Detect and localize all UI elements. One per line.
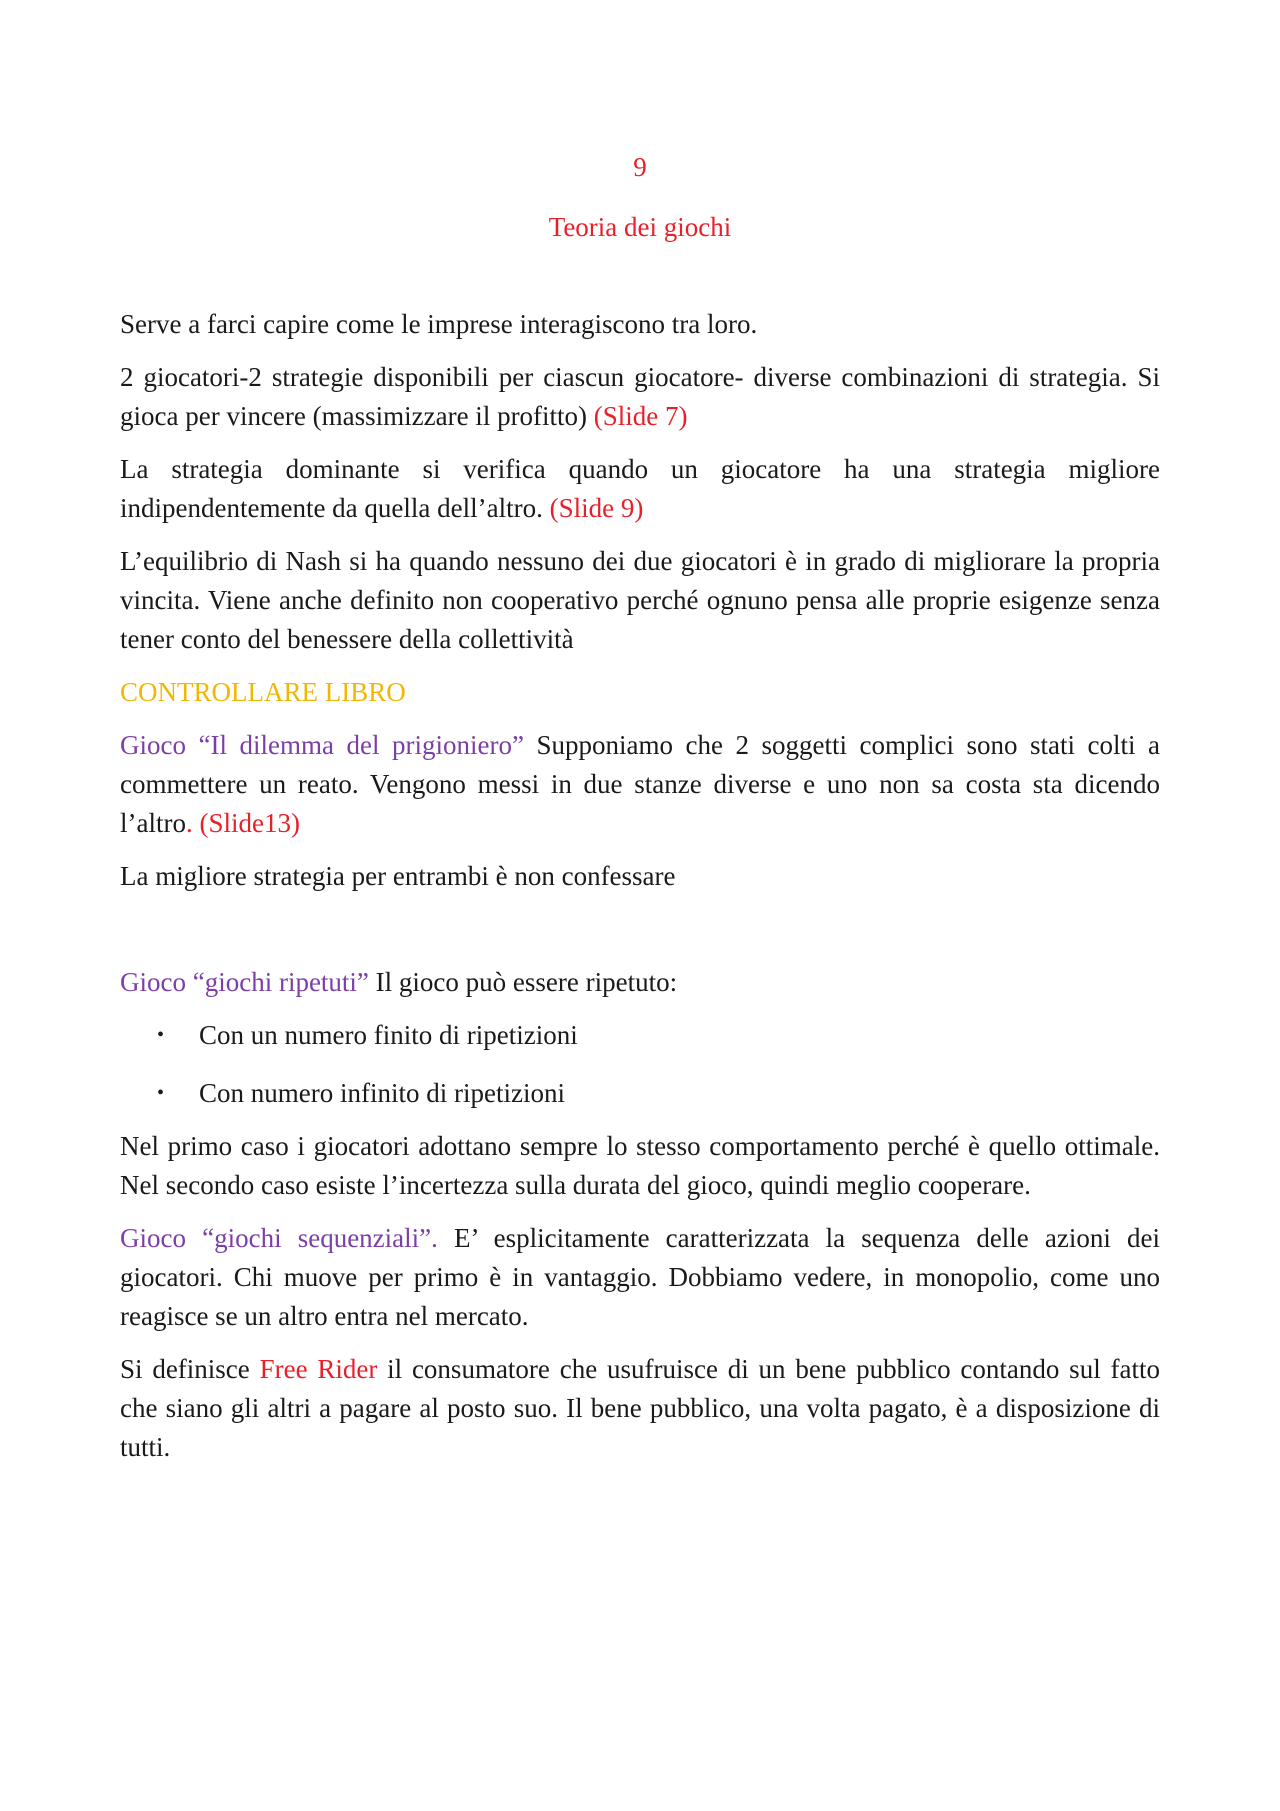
paragraph-sequential-games xyxy=(120,1219,1160,1336)
bullet-icon: • xyxy=(157,1024,165,1046)
paragraph-best-strategy: La migliore strategia per entrambi è non confessare xyxy=(120,861,676,891)
list-item-text: Con un numero finito di ripetizioni xyxy=(199,1020,578,1050)
list-item-text: Con numero infinito di ripetizioni xyxy=(199,1078,565,1108)
chapter-title: Teoria dei giochi xyxy=(548,212,732,242)
free-rider-term: Free Rider xyxy=(259,1354,378,1384)
paragraph-text: il consumatore che usufruisce di un bene pubblico contando sul fatto che siano gli altri a pagare al posto suo. Il bene pubblico, una volta pagato, è a disposizione di tutti. xyxy=(120,1354,1160,1462)
slide-reference: . (Slide13) xyxy=(185,808,300,838)
paragraph-repeated-games xyxy=(120,963,1160,1002)
list-item xyxy=(120,1074,1160,1113)
repetition-list xyxy=(120,1016,1160,1113)
slide-reference: (Slide 7) xyxy=(593,401,688,431)
paragraph-intro: Serve a farci capire come le imprese interagiscono tra loro. xyxy=(120,309,758,339)
bullet-icon: • xyxy=(157,1082,165,1104)
paragraph-nash-equilibrium: L’equilibrio di Nash si ha quando nessuno dei due giocatori è in grado di migliorare la propria vincita. Viene anche definito non cooperativo perché ognuno pensa alle proprie esigenze senza tener conto del benessere della collettività xyxy=(120,546,1160,654)
document-page xyxy=(120,148,1160,1467)
note-check-book: CONTROLLARE LIBRO xyxy=(120,677,406,707)
paragraph-text: Il gioco può essere ripetuto: xyxy=(368,967,678,997)
paragraph-free-rider xyxy=(120,1350,1160,1467)
paragraph-text: 2 giocatori-2 strategie disponibili per ciascun giocatore- diverse combinazioni di strategia. Si gioca per vincere (massimizzare il profitto) xyxy=(120,362,1160,431)
paragraph-text: La strategia dominante si verifica quando un giocatore ha una strategia migliore indipendentemente da quella dell’altro. xyxy=(120,454,1160,523)
slide-reference: (Slide 9) xyxy=(549,493,644,523)
paragraph-dominant-strategy xyxy=(120,450,1160,528)
chapter-number: 9 xyxy=(633,152,647,182)
paragraph-prisoners-dilemma xyxy=(120,726,1160,843)
paragraph-text: Supponiamo che 2 soggetti complici sono stati colti a commettere un reato. Vengono messi in due stanze diverse e uno non sa costa sta dicendo l’altro xyxy=(120,730,1160,838)
game-title: Gioco “giochi ripetuti” xyxy=(120,967,369,997)
paragraph-text: E’ esplicitamente caratterizzata la sequenza delle azioni dei giocatori. Chi muove per primo è in vantaggio. Dobbiamo vedere, in monopolio, come uno reagisce se un altro entra nel mercato. xyxy=(120,1223,1160,1331)
list-item xyxy=(120,1016,1160,1055)
paragraph-players-strategies xyxy=(120,358,1160,436)
game-title: Gioco “giochi sequenziali”. xyxy=(120,1223,438,1253)
paragraph-cases: Nel primo caso i giocatori adottano sempre lo stesso comportamento perché è quello ottimale. Nel secondo caso esiste l’incertezza sulla durata del gioco, quindi meglio cooperare. xyxy=(120,1131,1160,1200)
game-title: Gioco “Il dilemma del prigioniero” xyxy=(120,730,524,760)
paragraph-text: Si definisce xyxy=(120,1354,260,1384)
